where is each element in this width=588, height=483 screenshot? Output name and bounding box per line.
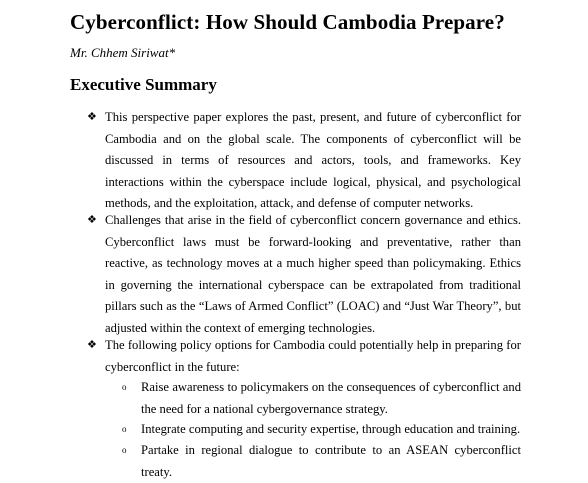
bullet-paragraph: Challenges that arise in the field of cyberconflict concern governance and ethics. Cyberconflict laws must be forward-looking and preventative, rather than reactive, as technology moves at a much higher speed than policymaking. Ethics in governing the international cyberspace can be extrapolated from traditional pillars such as the “Laws of Armed Conflict” (LOAC) and “Just War Theory”, but adjusted within the context of emerging technologies. <box>105 213 521 335</box>
sub-bullet-item: Integrate computing and security expertise, through education and training. <box>141 422 521 436</box>
sub-bullet-item: Raise awareness to policymakers on the consequences of cyberconflict and the need for a national cybergovernance strategy. <box>141 380 521 416</box>
sub-bullet-item: Partake in regional dialogue to contribute to an ASEAN cyberconflict treaty. <box>141 443 521 479</box>
diamond-bullet-icon: ❖ <box>87 339 97 351</box>
bullet-paragraph: This perspective paper explores the past, present, and future of cyberconflict for Cambodia and on the global scale. The components of cyberconflict will be discussed in terms of resources and actors, tools, and frameworks. Key interactions within the cyberspace include logical, physical, and psychological methods, and the exploitation, attack, and defense of computer networks. <box>105 110 521 210</box>
author-line: Mr. Chhem Siriwat* <box>70 45 176 60</box>
diamond-bullet-icon: ❖ <box>87 111 97 123</box>
circle-bullet-icon: o <box>122 445 127 455</box>
diamond-bullet-icon: ❖ <box>87 214 97 226</box>
paper-title: Cyberconflict: How Should Cambodia Prepare? <box>70 10 505 34</box>
circle-bullet-icon: o <box>122 424 127 434</box>
bullet-paragraph: The following policy options for Cambodia could potentially help in preparing for cyberconflict in the future: <box>105 338 521 374</box>
section-heading: Executive Summary <box>70 75 217 94</box>
circle-bullet-icon: o <box>122 382 127 392</box>
